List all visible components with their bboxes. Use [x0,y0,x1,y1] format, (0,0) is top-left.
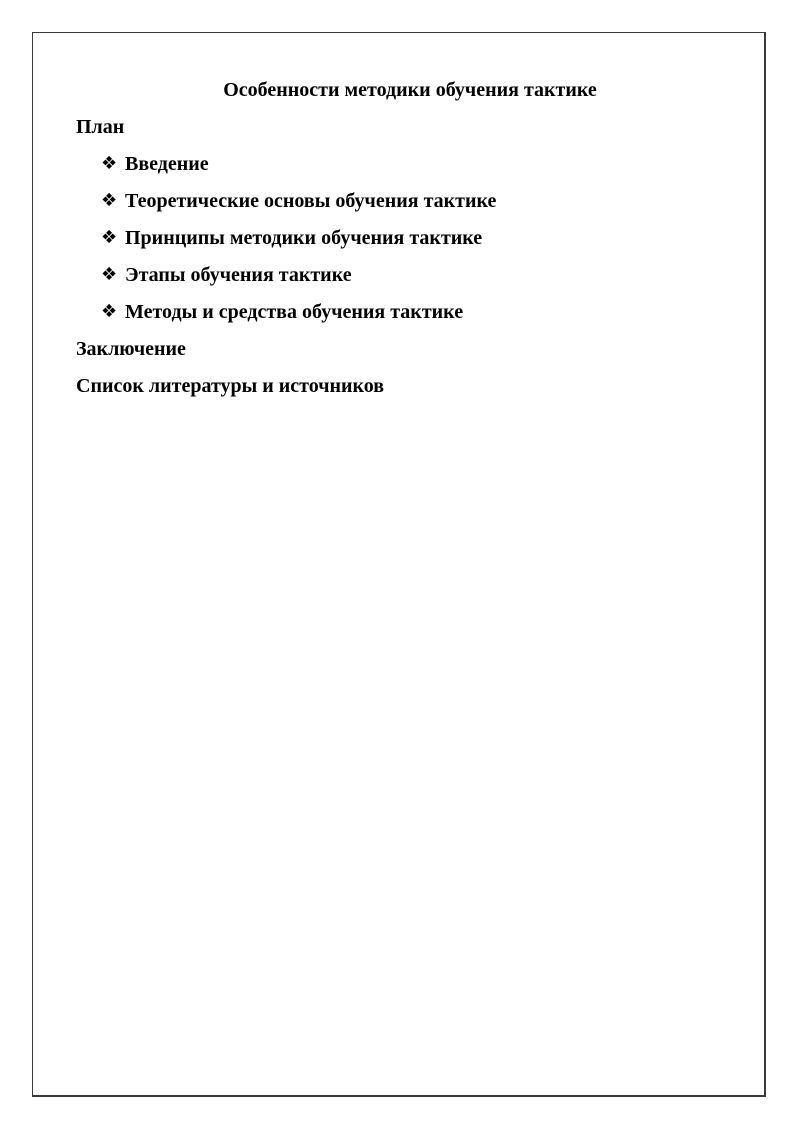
diamond-bullet-icon: ❖ [101,190,118,211]
plan-heading: План [76,116,125,138]
plan-item-label: Введение [125,153,209,175]
plan-item-methods [101,298,463,326]
plan-item-introduction [101,150,209,178]
plan-item-stages [101,261,352,289]
plan-item-theory [101,187,496,215]
plan-item-label: Принципы методики обучения тактике [125,227,483,249]
document-page [32,32,766,1097]
diamond-bullet-icon: ❖ [101,301,118,322]
plan-item-label: Этапы обучения тактике [125,264,352,286]
plan-item-label: Методы и средства обучения тактике [125,301,464,323]
document-title: Особенности методики обучения тактике [223,79,597,101]
diamond-bullet-icon: ❖ [101,264,118,285]
diamond-bullet-icon: ❖ [101,227,118,248]
references-heading: Список литературы и источников [76,375,385,397]
diamond-bullet-icon: ❖ [101,153,118,174]
plan-item-principles [101,224,482,252]
plan-item-label: Теоретические основы обучения тактике [125,190,497,212]
conclusion-heading: Заключение [76,338,186,360]
